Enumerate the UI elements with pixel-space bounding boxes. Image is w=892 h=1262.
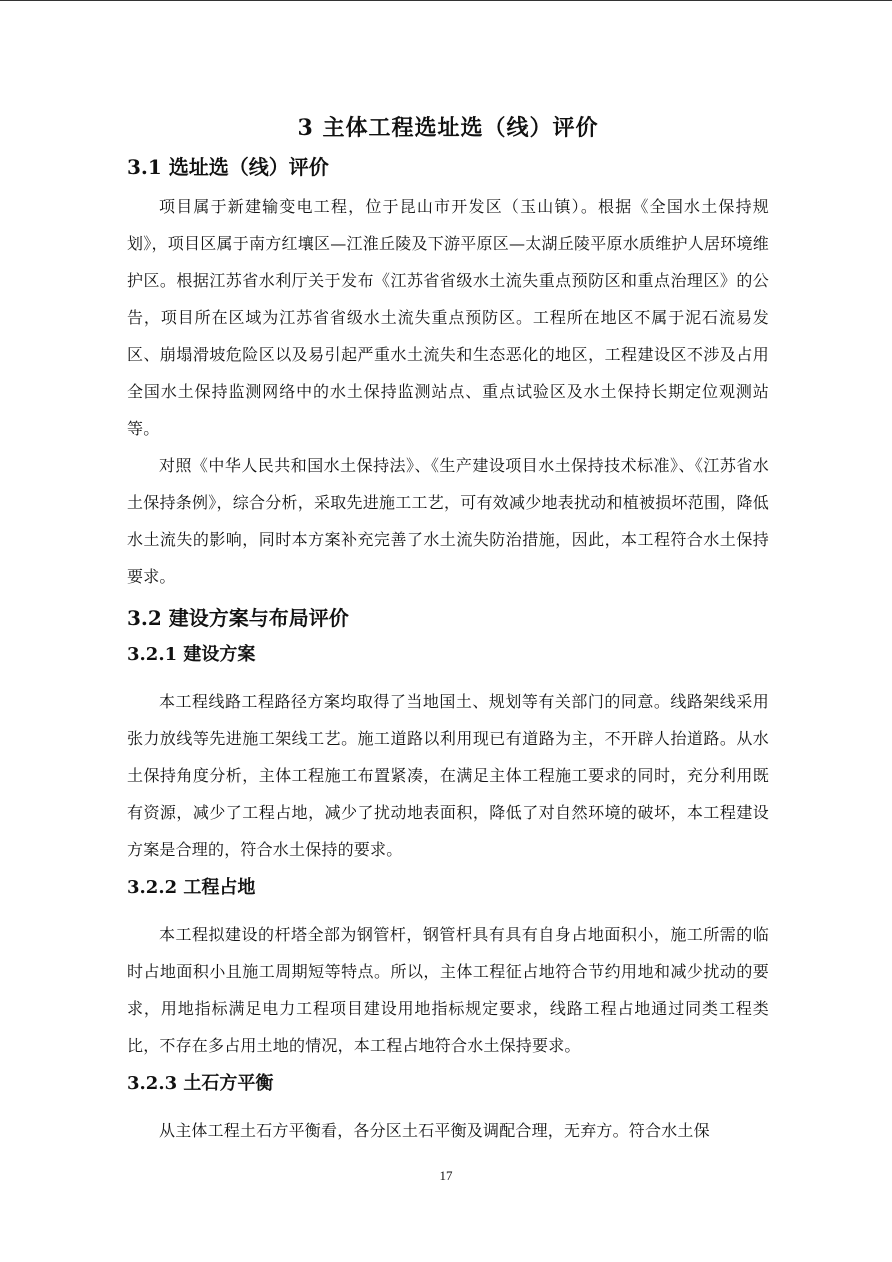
- paragraph-3-1-b: 对照《中华人民共和国水土保持法》、《生产建设项目水土保持技术标准》、《江苏省水土保持条例》，综合分析，采取先进施工工艺，可有效减少地表扰动和植被损坏范围，降低水土流失的影响，同时本方案补充完善了水土流失防治措施，因此，本工程符合水土保持要求。: [127, 456, 769, 586]
- section-heading-3-2: 3.2 建设方案与布局评价: [127, 606, 349, 630]
- subsection-heading-3-2-1: 3.2.1 建设方案: [127, 644, 256, 665]
- paragraph-3-2-1: 本工程线路工程路径方案均取得了当地国土、规划等有关部门的同意。线路架线采用张力放线等先进施工架线工艺。施工道路以利用现已有道路为主，不开辟人抬道路。从水土保持角度分析，主体工程施工布置紧凑，在满足主体工程施工要求的同时，充分利用既有资源，减少了工程占地，减少了扰动地表面积，降低了对自然环境的破坏，本工程建设方案是合理的，符合水土保持的要求。: [127, 692, 769, 859]
- section-heading-3-1: 3.1 选址选（线）评价: [127, 155, 329, 179]
- chapter-title: 3 主体工程选址选（线）评价: [297, 115, 599, 141]
- paragraph-3-2-3: 从主体工程土石方平衡看，各分区土石平衡及调配合理，无弃方。符合水土保: [159, 1121, 710, 1140]
- page-top-rule: [0, 0, 892, 1]
- subsection-heading-3-2-2: 3.2.2 工程占地: [127, 877, 256, 898]
- page-number: 17: [439, 1168, 453, 1183]
- paragraph-3-1-a: 项目属于新建输变电工程，位于昆山市开发区（玉山镇）。根据《全国水土保持规划》，项目区属于南方红壤区—江淮丘陵及下游平原区—太湖丘陵平原水质维护人居环境维护区。根据江苏省水利厅关于发布《江苏省省级水土流失重点预防区和重点治理区》的公告，项目所在区域为江苏省省级水土流失重点预防区。工程所在地区不属于泥石流易发区、崩塌滑坡危险区以及易引起严重水土流失和生态恶化的地区，工程建设区不涉及占用全国水土保持监测网络中的水土保持监测站点、重点试验区及水土保持长期定位观测站等。: [127, 197, 769, 438]
- subsection-heading-3-2-3: 3.2.3 土石方平衡: [127, 1073, 274, 1094]
- paragraph-3-2-2: 本工程拟建设的杆塔全部为钢管杆，钢管杆具有具有自身占地面积小，施工所需的临时占地面积小且施工周期短等特点。所以，主体工程征占地符合节约用地和减少扰动的要求，用地指标满足电力工程项目建设用地指标规定要求，线路工程占地通过同类工程类比，不存在多占用土地的情况，本工程占地符合水土保持要求。: [127, 925, 769, 1055]
- document-page: [127, 108, 769, 1149]
